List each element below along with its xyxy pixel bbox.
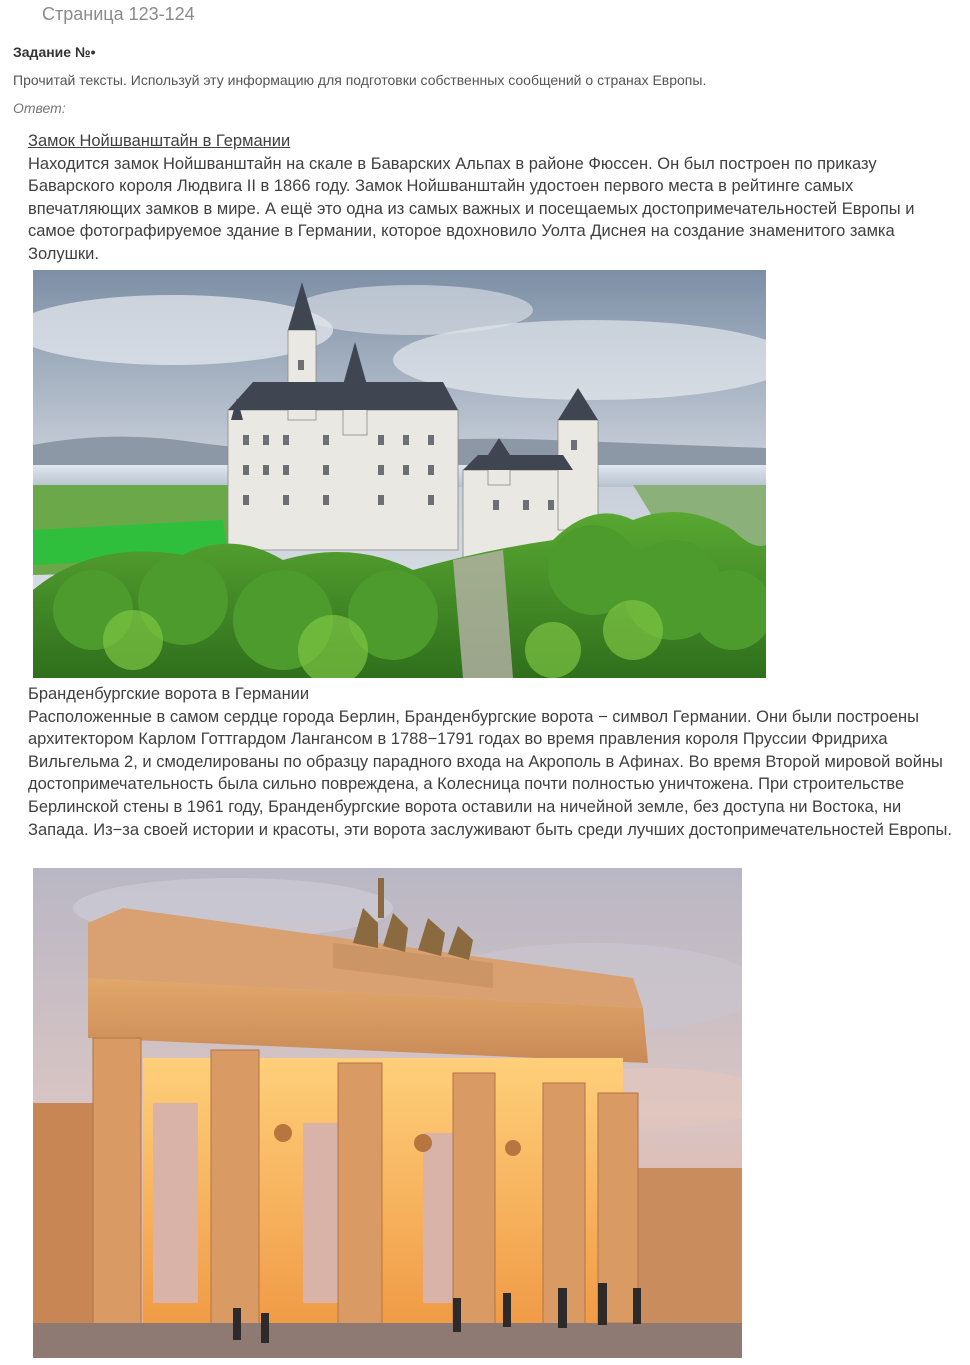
article-neuschwanstein — [28, 130, 953, 266]
neuschwanstein-castle-photo — [33, 270, 766, 678]
article-brandenburg-gate — [28, 683, 953, 841]
answer-label: Ответ: — [13, 100, 66, 116]
article-text: Расположенные в самом сердце города Берлин, Бранденбургские ворота − символ Германии. Они были построены архитектором Карлом Готтгардом Лангансом в 1788−1791 годах во время правления короля Пруссии Фридриха Вильгельма 2, и смоделированы по образцу парадного входа на Акрополь в Афинах. Во время Второй мировой войны достопримечательность была сильно повреждена, а Колесница почти полностью уничтожена. При строительстве Берлинской стены в 1961 году, Бранденбургские ворота оставили на ничейной земле, без доступа ни Востока, ни Запада. Из−за своей истории и красоты, эти ворота заслуживают быть среди лучших достопримечательностей Европы. — [28, 707, 952, 839]
task-description: Прочитай тексты. Используй эту информацию для подготовки собственных сообщений о странах Европы. — [13, 72, 707, 88]
page-header: Страница 123-124 — [42, 4, 195, 24]
castle-illustration — [33, 270, 766, 678]
gate-illustration — [33, 868, 742, 1358]
article-title: Бранденбургские ворота в Германии — [28, 685, 310, 703]
brandenburg-gate-photo — [33, 868, 742, 1358]
task-title: Задание №• — [13, 44, 96, 60]
article-title[interactable]: Замок Нойшванштайн в Германии — [28, 132, 291, 150]
article-text: Находится замок Нойшванштайн на скале в Баварских Альпах в районе Фюссен. Он был построен по приказу Баварского короля Людвига II в 1866 году. Замок Нойшванштайн удостоен первого места в рейтинге самых впечатляющих замков в мире. А ещё это одна из самых важных и посещаемых достопримечательностей Европы и самое фотографируемое здание в Германии, которое вдохновило Уолта Диснея на создание знаменитого замка Золушки. — [28, 154, 915, 263]
